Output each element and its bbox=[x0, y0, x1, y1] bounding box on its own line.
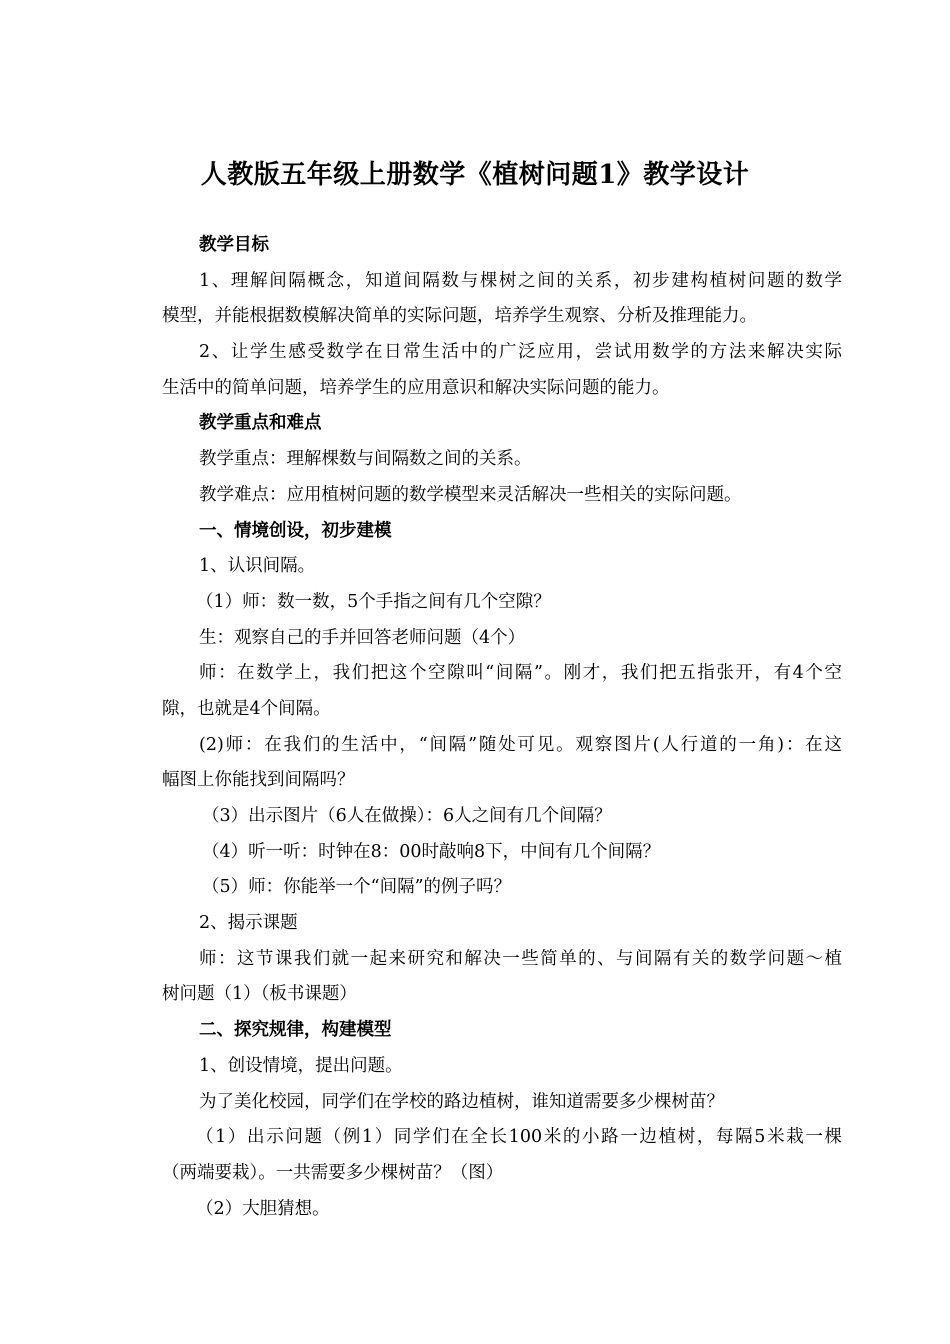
paragraph-line: 树问题（1）（板书课题） bbox=[162, 984, 357, 1005]
paragraph-line: （2）大胆猜想。 bbox=[196, 1198, 330, 1219]
paragraph-line: （两端要栽）。一共需要多少棵树苗？（图） bbox=[162, 1162, 504, 1183]
document-body bbox=[162, 228, 842, 1227]
document-title: 人教版五年级上册数学《植树问题1》教学设计 bbox=[200, 160, 750, 190]
section-heading: 教学重点和难点 bbox=[199, 413, 322, 434]
paragraph-line: 师：这节课我们就一起来研究和解决一些简单的、与间隔有关的数学问题～植 bbox=[199, 948, 842, 969]
paragraph-line: （4）听一听：时钟在8：00时敲响8下，中间有几个间隔？ bbox=[202, 841, 661, 862]
paragraph-line: 1、认识间隔。 bbox=[199, 556, 316, 577]
section-heading: 一、情境创设，初步建模 bbox=[199, 520, 392, 541]
paragraph-line: 师：在数学上，我们把这个空隙叫“间隔”。刚才，我们把五指张开，有4个空 bbox=[199, 663, 842, 684]
paragraph-line: 2、揭示课题 bbox=[199, 913, 298, 934]
paragraph-line: 1、创设情境，提出问题。 bbox=[199, 1055, 403, 1076]
paragraph-line: 1、理解间隔概念，知道间隔数与棵树之间的关系，初步建构植树问题的数学 bbox=[199, 270, 842, 291]
paragraph-line: 模型，并能根据数模解决简单的实际问题，培养学生观察、分析及推理能力。 bbox=[162, 306, 757, 327]
paragraph-line: 幅图上你能找到间隔吗？ bbox=[162, 770, 355, 791]
paragraph-line: 教学难点：应用植树问题的数学模型来灵活解决一些相关的实际问题。 bbox=[199, 484, 742, 505]
paragraph-line: (2)师：在我们的生活中，“间隔”随处可见。观察图片(人行道的一角)：在这 bbox=[199, 734, 842, 755]
paragraph-line: （3）出示图片（6人在做操）：6人之间有几个间隔？ bbox=[202, 806, 612, 826]
paragraph-line: 为了美化校园，同学们在学校的路边植树，谁知道需要多少棵树苗？ bbox=[199, 1091, 724, 1112]
paragraph-line: 2、让学生感受数学在日常生活中的广泛应用，尝试用数学的方法来解决实际 bbox=[199, 342, 842, 363]
section-heading: 二、探究规律，构建模型 bbox=[199, 1020, 392, 1041]
section-heading: 教学目标 bbox=[199, 235, 269, 255]
paragraph-line: 生：观察自己的手并回答老师问题（4个） bbox=[199, 627, 526, 648]
paragraph-line: 教学重点：理解棵数与间隔数之间的关系。 bbox=[199, 449, 532, 470]
paragraph-line: （5）师：你能举一个“间隔”的例子吗？ bbox=[202, 877, 512, 898]
paragraph-line: 生活中的简单问题，培养学生的应用意识和解决实际问题的能力。 bbox=[162, 377, 670, 398]
paragraph-line: （1）师：数一数，5个手指之间有几个空隙？ bbox=[196, 591, 551, 612]
paragraph-line: （1）出示问题（例1）同学们在全长100米的小路一边植树，每隔5米栽一棵 bbox=[196, 1127, 842, 1148]
paragraph-line: 隙，也就是4个间隔。 bbox=[162, 698, 331, 719]
